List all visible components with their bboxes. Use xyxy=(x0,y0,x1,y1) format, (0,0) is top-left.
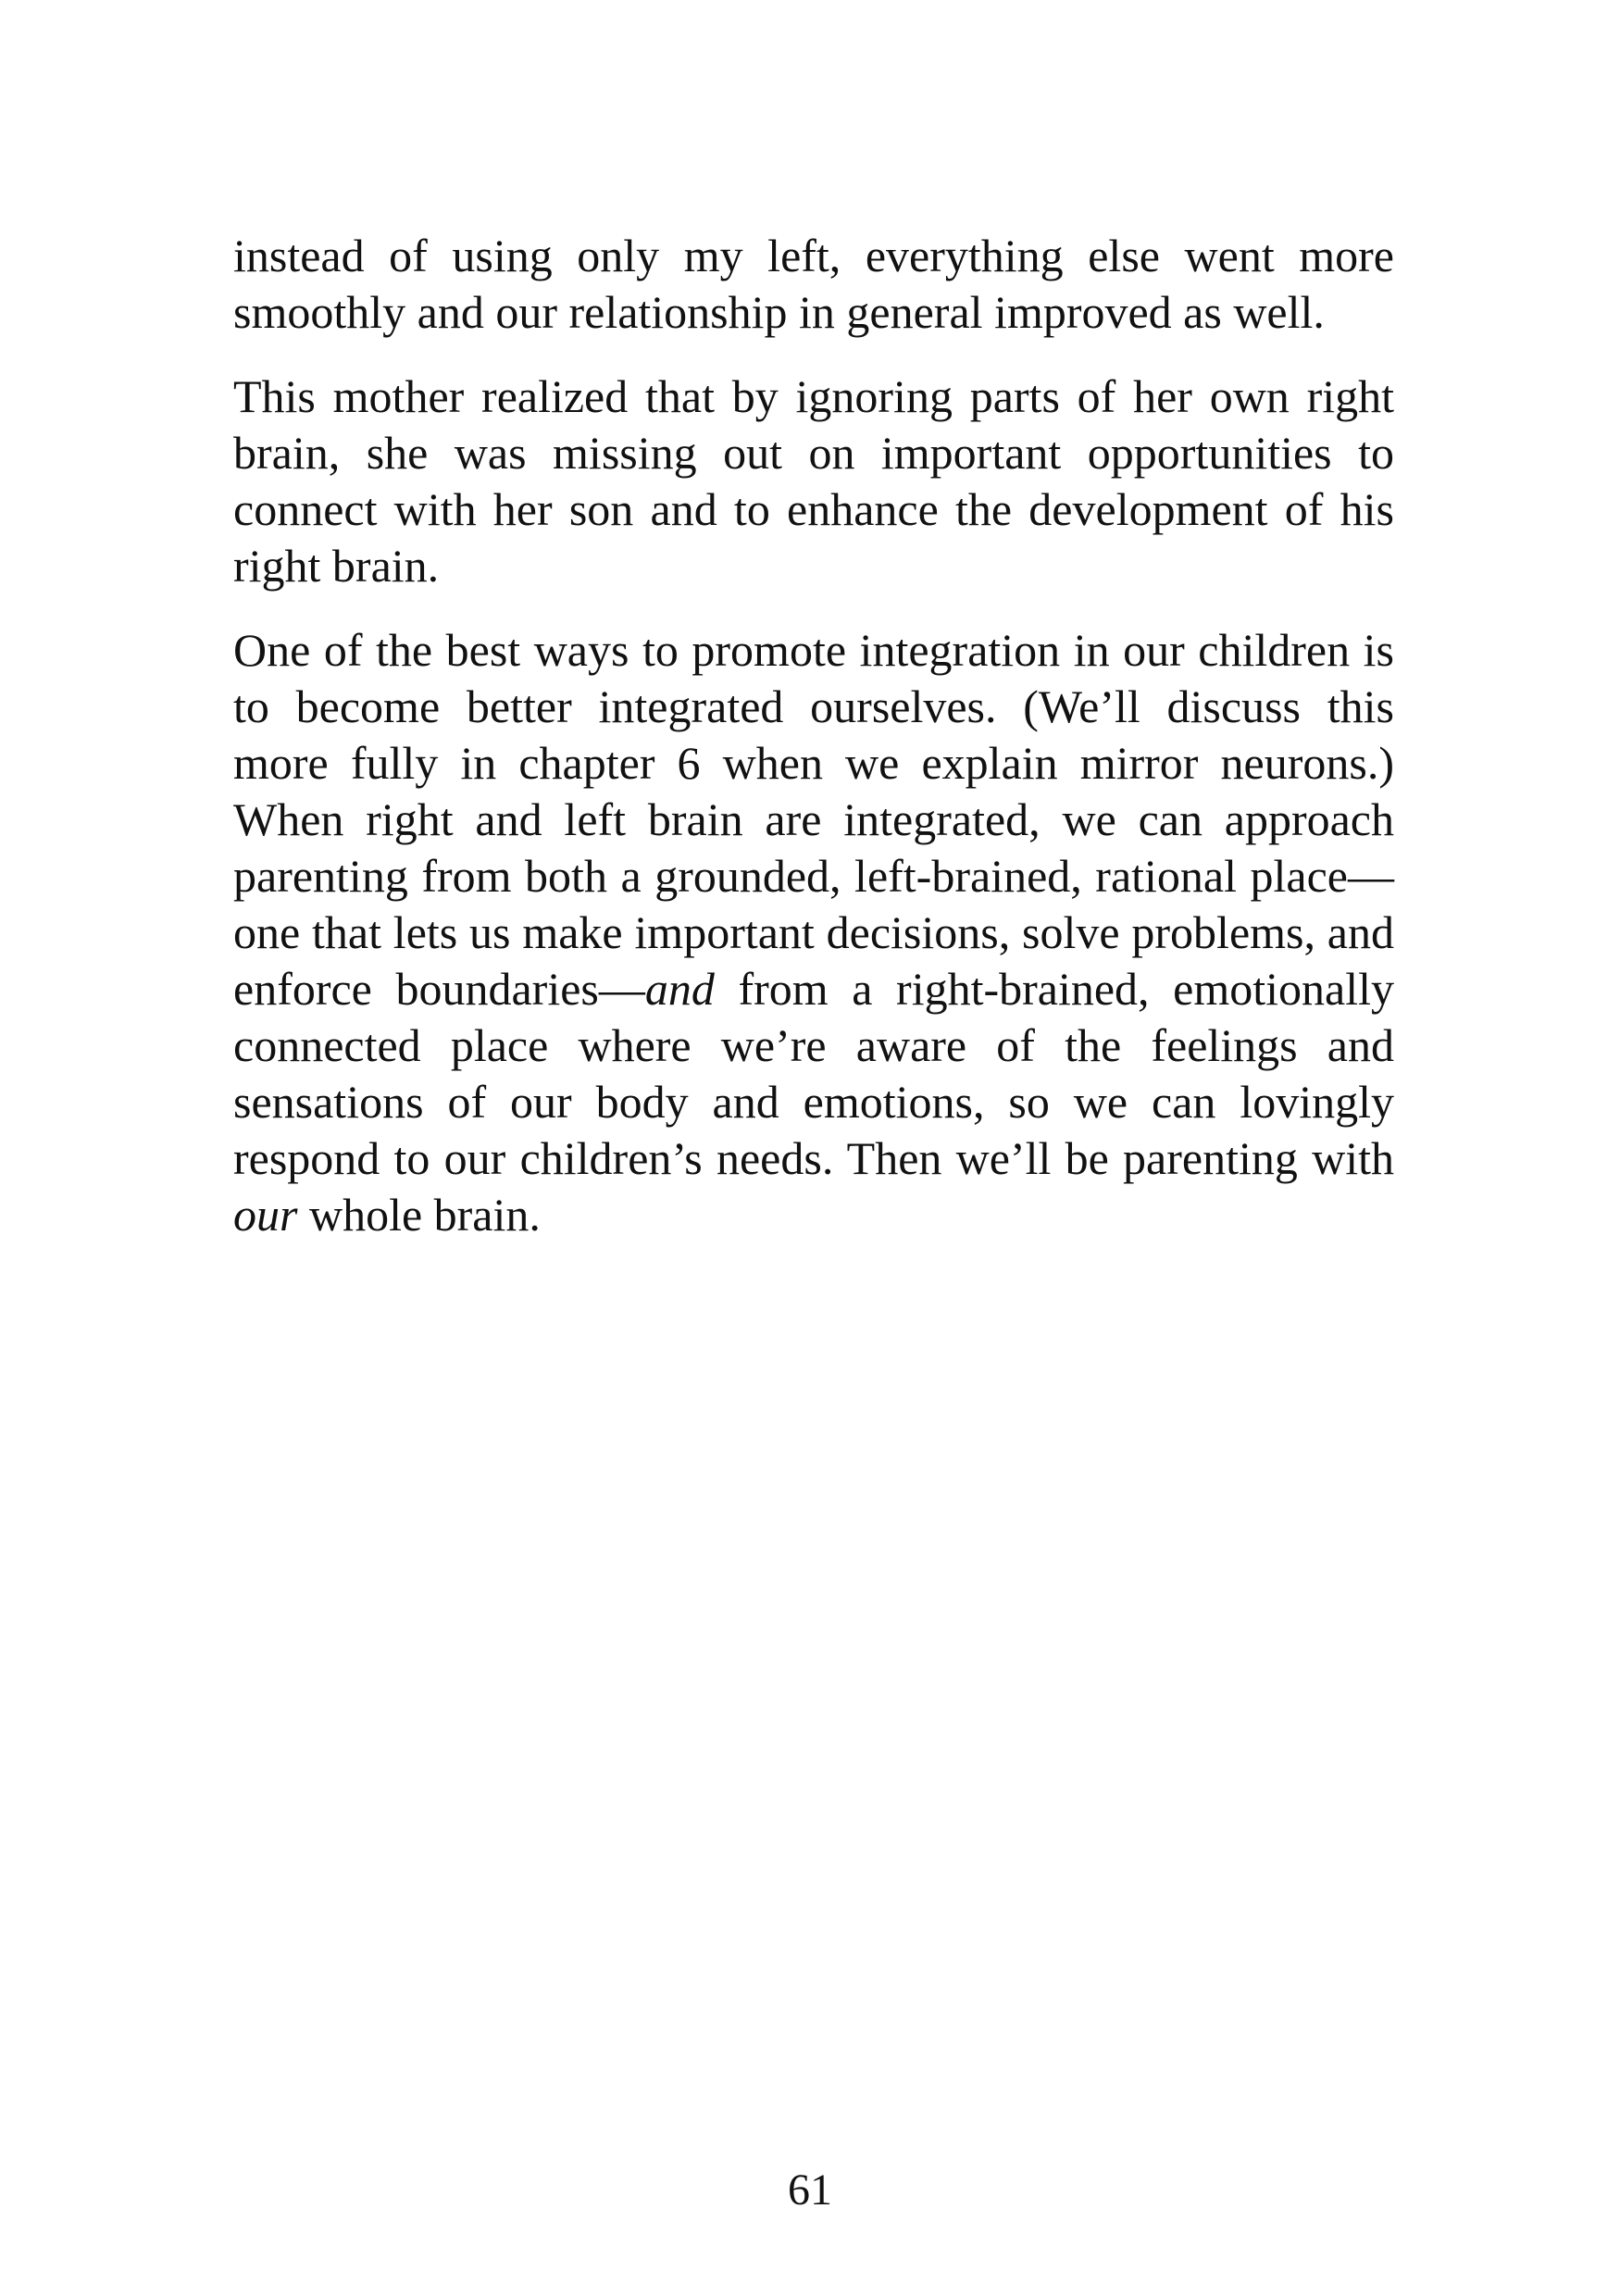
paragraph-2-text: This mother realized that by ignoring parts of her own right brain, she was missing out on important opportunities to connect with her son and to enhance the development of his right brain. xyxy=(233,370,1394,592)
paragraph-3-text-2: from a right-brained, emotionally connected place where we’re aware of the feelings and sensations of our body and emotions, so we can lovingly respond to our children’s needs. Then we’ll be parenting with xyxy=(233,963,1395,1184)
paragraph-3-text-3: whole brain. xyxy=(297,1189,541,1241)
page-body xyxy=(233,228,1394,1271)
paragraph-1 xyxy=(233,228,1394,341)
paragraph-3-emphasis-and: and xyxy=(644,963,715,1015)
page-number: 61 xyxy=(788,2165,832,2215)
paragraph-1-text: instead of using only my left, everything else went more smoothly and our relationship in general improved as well. xyxy=(233,230,1394,338)
paragraph-3 xyxy=(233,622,1394,1243)
paragraph-3-emphasis-our: our xyxy=(233,1189,298,1241)
paragraph-3-text-1: One of the best ways to promote integration in our children is to become better integrated ourselves. (We’ll discuss this more fully in chapter 6 when we explain mirror neurons.) When right and left brain are integrated, we can approach parenting from both a grounded, left-brained, rational place—one that lets us make important decisions, solve problems, and enforce boundaries— xyxy=(233,624,1394,1015)
paragraph-2 xyxy=(233,368,1394,594)
